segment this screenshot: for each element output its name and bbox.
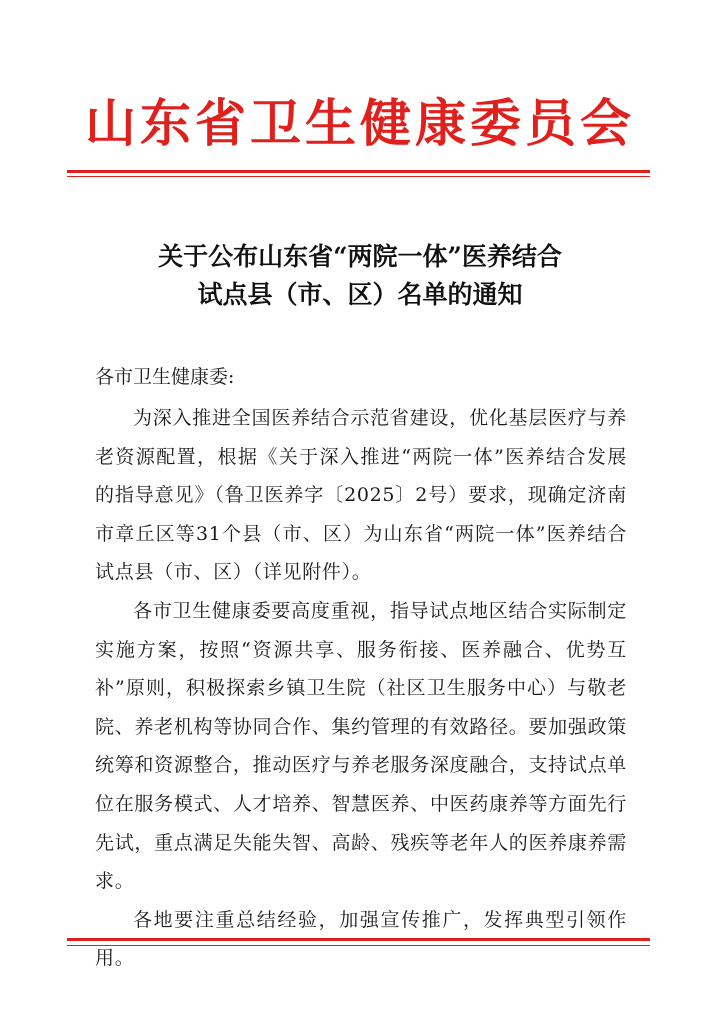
notice-body xyxy=(95,399,627,978)
notice-title-line-1: 关于公布山东省“两院一体”医养结合 xyxy=(158,242,562,271)
organization-header: 山东省卫生健康委员会 xyxy=(84,94,635,154)
body-paragraph-2: 各市卫生健康委要高度重视，指导试点地区结合实际制定实施方案，按照“资源共享、服务衔接、医养融合、优势互补”原则，积极探索乡镇卫生院（社区卫生服务中心）与敬老院、养老机构等协同合作、集约管理的有效路径。要加强政策统筹和资源整合，推动医疗与养老服务深度融合，支持试点单位在服务模式、人才培养、智慧医养、中医药康养等方面先行先试，重点满足失能失智、高龄、残疾等老年人的医养康养需求。 xyxy=(95,599,627,893)
footer-red-rule-thick xyxy=(67,938,650,941)
header-red-rule-thick xyxy=(67,170,650,173)
body-paragraph-1: 为深入推进全国医养结合示范省建设，优化基层医疗与养老资源配置，根据《关于深入推进“两院一体”医养结合发展的指导意见》（鲁卫医养字〔2025〕2号）要求，现确定济南市章丘区等31个县（市、区）为山东省“两院一体”医养结合试点县（市、区）（详见附件）。 xyxy=(95,407,627,584)
footer-red-rule-thin xyxy=(67,945,650,946)
salutation: 各市卫生健康委: xyxy=(95,366,235,388)
notice-title-line-2: 试点县（市、区）名单的通知 xyxy=(197,280,523,309)
header-red-rule-thin xyxy=(67,176,650,177)
notice-title xyxy=(0,238,720,314)
body-paragraph-3: 各地要注重总结经验，加强宣传推广，发挥典型引领作用。 xyxy=(95,908,627,970)
